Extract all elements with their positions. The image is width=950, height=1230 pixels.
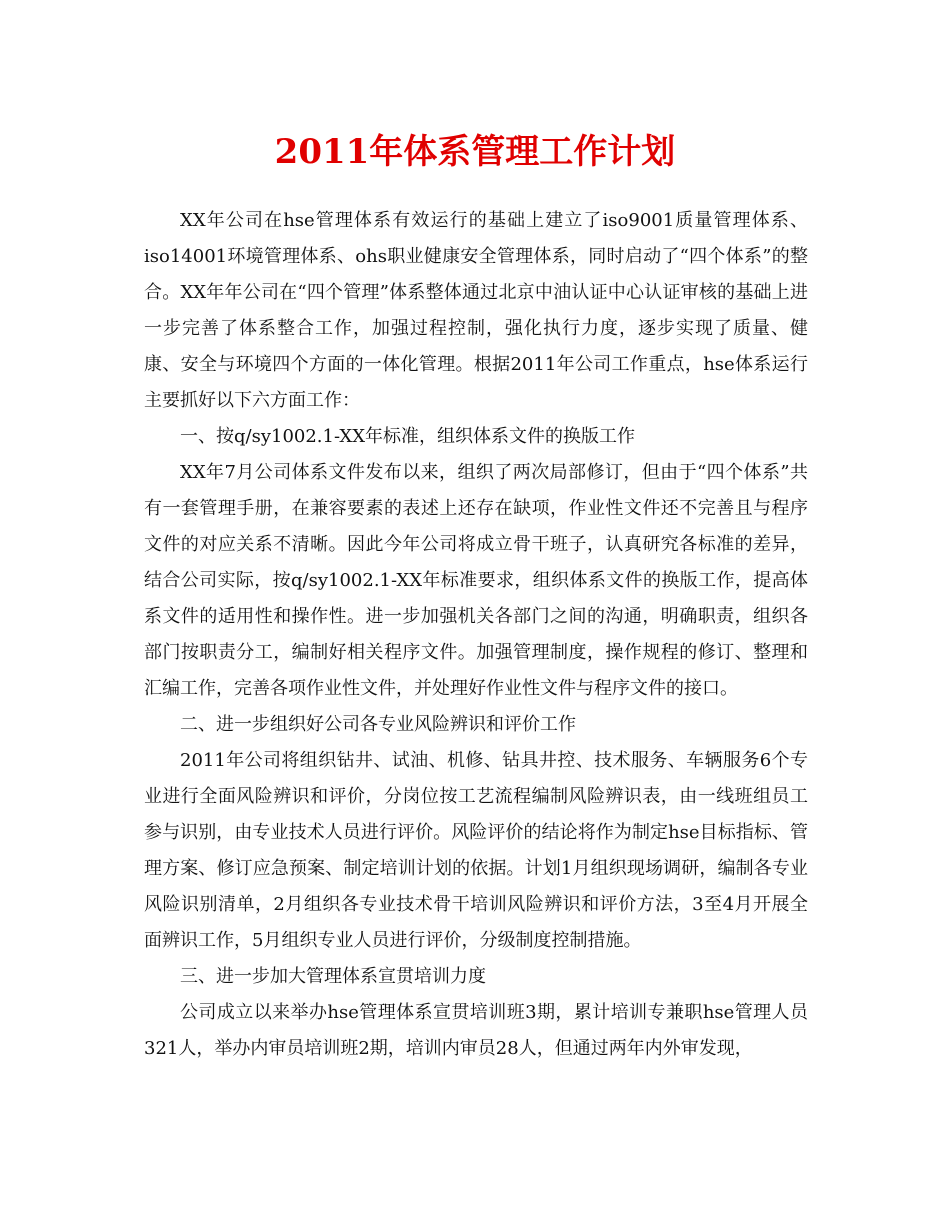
- intro-paragraph: XX年公司在hse管理体系有效运行的基础上建立了iso9001质量管理体系、iso14001环境管理体系、ohs职业健康安全管理体系，同时启动了“四个体系”的整合。XX年年公司在“四个管理”体系整体通过北京中油认证中心认证审核的基础上进一步完善了体系整合工作，加强过程控制，强化执行力度，逐步实现了质量、健康、安全与环境四个方面的一体化管理。根据2011年公司工作重点，hse体系运行主要抓好以下六方面工作：: [144, 210, 808, 411]
- document-body: [144, 203, 808, 1067]
- section-2-paragraph: 2011年公司将组织钻井、试油、机修、钻具井控、技术服务、车辆服务6个专业进行全面风险辨识和评价，分岗位按工艺流程编制风险辨识表，由一线班组员工参与识别，由专业技术人员进行评价。风险评价的结论将作为制定hse目标指标、管理方案、修订应急预案、制定培训计划的依据。计划1月组织现场调研，编制各专业风险识别清单，2月组织各专业技术骨干培训风险辨识和评价方法，3至4月开展全面辨识工作，5月组织专业人员进行评价，分级制度控制措施。: [144, 750, 808, 951]
- section-heading-2: 二、进一步组织好公司各专业风险辨识和评价工作: [180, 714, 576, 735]
- section-3-paragraph: 公司成立以来举办hse管理体系宣贯培训班3期，累计培训专兼职hse管理人员321人，举办内审员培训班2期，培训内审员28人，但通过两年内外审发现，: [144, 1002, 808, 1059]
- section-1-paragraph: XX年7月公司体系文件发布以来，组织了两次局部修订，但由于“四个体系”共有一套管理手册，在兼容要素的表述上还存在缺项，作业性文件还不完善且与程序文件的对应关系不清晰。因此今年公司将成立骨干班子，认真研究各标准的差异，结合公司实际，按q/sy1002.1-XX年标准要求，组织体系文件的换版工作，提高体系文件的适用性和操作性。进一步加强机关各部门之间的沟通，明确职责，组织各部门按职责分工，编制好相关程序文件。加强管理制度，操作规程的修订、整理和汇编工作，完善各项作业性文件，并处理好作业性文件与程序文件的接口。: [144, 462, 808, 699]
- section-heading-1: 一、按q/sy1002.1-XX年标准，组织体系文件的换版工作: [180, 426, 636, 447]
- section-heading-3: 三、进一步加大管理体系宣贯培训力度: [180, 966, 486, 987]
- document-title: 2011年体系管理工作计划: [274, 132, 676, 172]
